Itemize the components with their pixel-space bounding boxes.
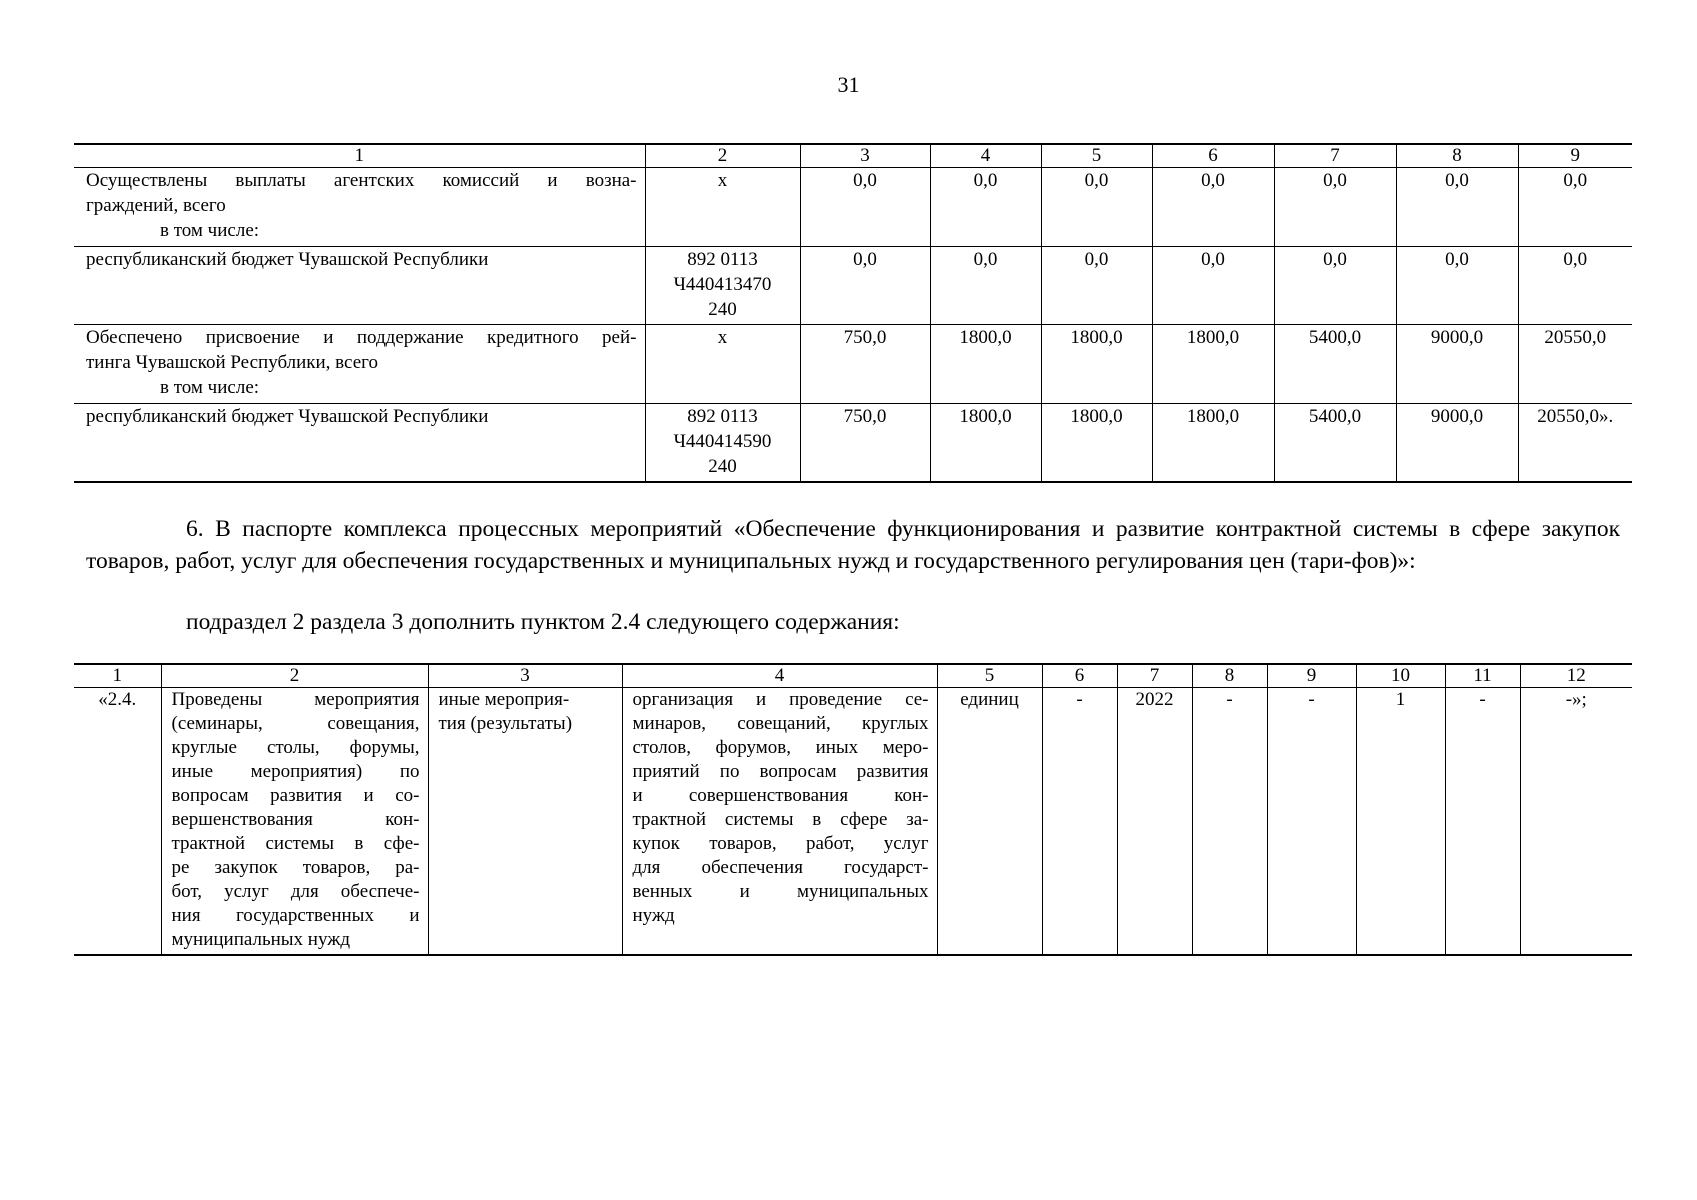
table-row — [74, 247, 1632, 325]
budget-code: х — [645, 168, 800, 247]
header-cell: 6 — [1152, 144, 1274, 168]
value-cell: 750,0 — [800, 325, 930, 404]
value-cell: 1800,0 — [930, 325, 1041, 404]
header-cell: 11 — [1445, 664, 1520, 688]
activity-name: Проведены мероприятия (семинары, совещания, круглые столы, форумы, иные мероприятия) по вопросам развития и со- вершенствования кон- трактной системы в сфе- ре закупок товаров, ра- бот, услуг для обеспече- ния государственных и муниципальных нужд — [161, 688, 428, 956]
paragraph-amendment: 6. В паспорте комплекса процессных мероприятий «Обеспечение функционирования и развитие контрактной системы в сфере закупок товаров, работ, услуг для обеспечения государственных и муниципальных нужд и государственного регулирования цен (тари-фов)»: — [86, 516, 1620, 574]
value-cell: 1 — [1356, 688, 1445, 956]
header-cell: 3 — [428, 664, 622, 688]
value-cell: 0,0 — [930, 168, 1041, 247]
header-cell: 7 — [1274, 144, 1396, 168]
value-cell: 0,0 — [1152, 247, 1274, 325]
table-header-row — [74, 664, 1632, 688]
value-cell: 5400,0 — [1274, 325, 1396, 404]
header-cell: 5 — [937, 664, 1042, 688]
unit-cell: единиц — [937, 688, 1042, 956]
header-cell: 12 — [1520, 664, 1632, 688]
header-cell: 2 — [161, 664, 428, 688]
activities-table — [74, 663, 1632, 956]
row-name: республиканский бюджет Чувашской Республики — [74, 247, 645, 325]
budget-code: 892 0113 Ч440413470 240 — [645, 247, 800, 325]
value-cell: 5400,0 — [1274, 404, 1396, 482]
paragraph-instruction: подраздел 2 раздела 3 дополнить пунктом 2.4 следующего содержания: — [186, 609, 900, 635]
header-cell: 3 — [800, 144, 930, 168]
header-cell: 9 — [1518, 144, 1632, 168]
year-cell: 2022 — [1117, 688, 1192, 956]
value-cell: 750,0 — [800, 404, 930, 482]
table-row — [74, 688, 1632, 956]
row-name: Осуществлены выплаты агентских комиссий и возна- граждений, всего в том числе: — [74, 168, 645, 247]
header-cell: 4 — [622, 664, 937, 688]
value-cell: 1800,0 — [1041, 325, 1152, 404]
value-cell: 0,0 — [1041, 247, 1152, 325]
value-cell: - — [1042, 688, 1117, 956]
table-header-row — [74, 144, 1632, 168]
value-cell: 9000,0 — [1396, 404, 1518, 482]
value-cell: 0,0 — [1152, 168, 1274, 247]
header-cell: 6 — [1042, 664, 1117, 688]
header-cell: 4 — [930, 144, 1041, 168]
value-cell: 0,0 — [930, 247, 1041, 325]
value-cell: 0,0 — [1396, 247, 1518, 325]
header-cell: 2 — [645, 144, 800, 168]
value-cell: 0,0 — [1518, 247, 1632, 325]
header-cell: 8 — [1192, 664, 1267, 688]
budget-code: х — [645, 325, 800, 404]
value-cell: 0,0 — [1041, 168, 1152, 247]
value-cell: 0,0 — [1518, 168, 1632, 247]
value-cell: 0,0 — [800, 247, 930, 325]
value-cell: 1800,0 — [930, 404, 1041, 482]
value-cell: 0,0 — [1396, 168, 1518, 247]
activity-type: иные мероприя- тия (результаты) — [428, 688, 622, 956]
header-cell: 7 — [1117, 664, 1192, 688]
value-cell: 1800,0 — [1152, 404, 1274, 482]
value-cell: 0,0 — [800, 168, 930, 247]
value-cell: 0,0 — [1274, 168, 1396, 247]
value-cell: -»; — [1520, 688, 1632, 956]
row-name: республиканский бюджет Чувашской Республики — [74, 404, 645, 482]
header-cell: 1 — [74, 144, 645, 168]
item-number: «2.4. — [74, 688, 161, 956]
table-row — [74, 325, 1632, 404]
row-name: Обеспечено присвоение и поддержание кредитного рей- тинга Чувашской Республики, всего в том числе: — [74, 325, 645, 404]
header-cell: 5 — [1041, 144, 1152, 168]
value-cell: 20550,0». — [1518, 404, 1632, 482]
table-row — [74, 404, 1632, 482]
header-cell: 1 — [74, 664, 161, 688]
value-cell: 1800,0 — [1152, 325, 1274, 404]
value-cell: - — [1445, 688, 1520, 956]
table-row — [74, 168, 1632, 247]
page-number: 31 — [837, 72, 860, 97]
activity-description: организация и проведение се- минаров, совещаний, круглых столов, форумов, иных меро- приятий по вопросам развития и совершенствования кон- трактной системы в сфере за- купок товаров, работ, услуг для обеспечения государст- венных и муниципальных нужд — [622, 688, 937, 956]
budget-code: 892 0113 Ч440414590 240 — [645, 404, 800, 482]
value-cell: 20550,0 — [1518, 325, 1632, 404]
header-cell: 8 — [1396, 144, 1518, 168]
value-cell: - — [1267, 688, 1356, 956]
header-cell: 10 — [1356, 664, 1445, 688]
value-cell: 0,0 — [1274, 247, 1396, 325]
value-cell: 9000,0 — [1396, 325, 1518, 404]
value-cell: 1800,0 — [1041, 404, 1152, 482]
header-cell: 9 — [1267, 664, 1356, 688]
value-cell: - — [1192, 688, 1267, 956]
budget-table — [74, 143, 1632, 483]
